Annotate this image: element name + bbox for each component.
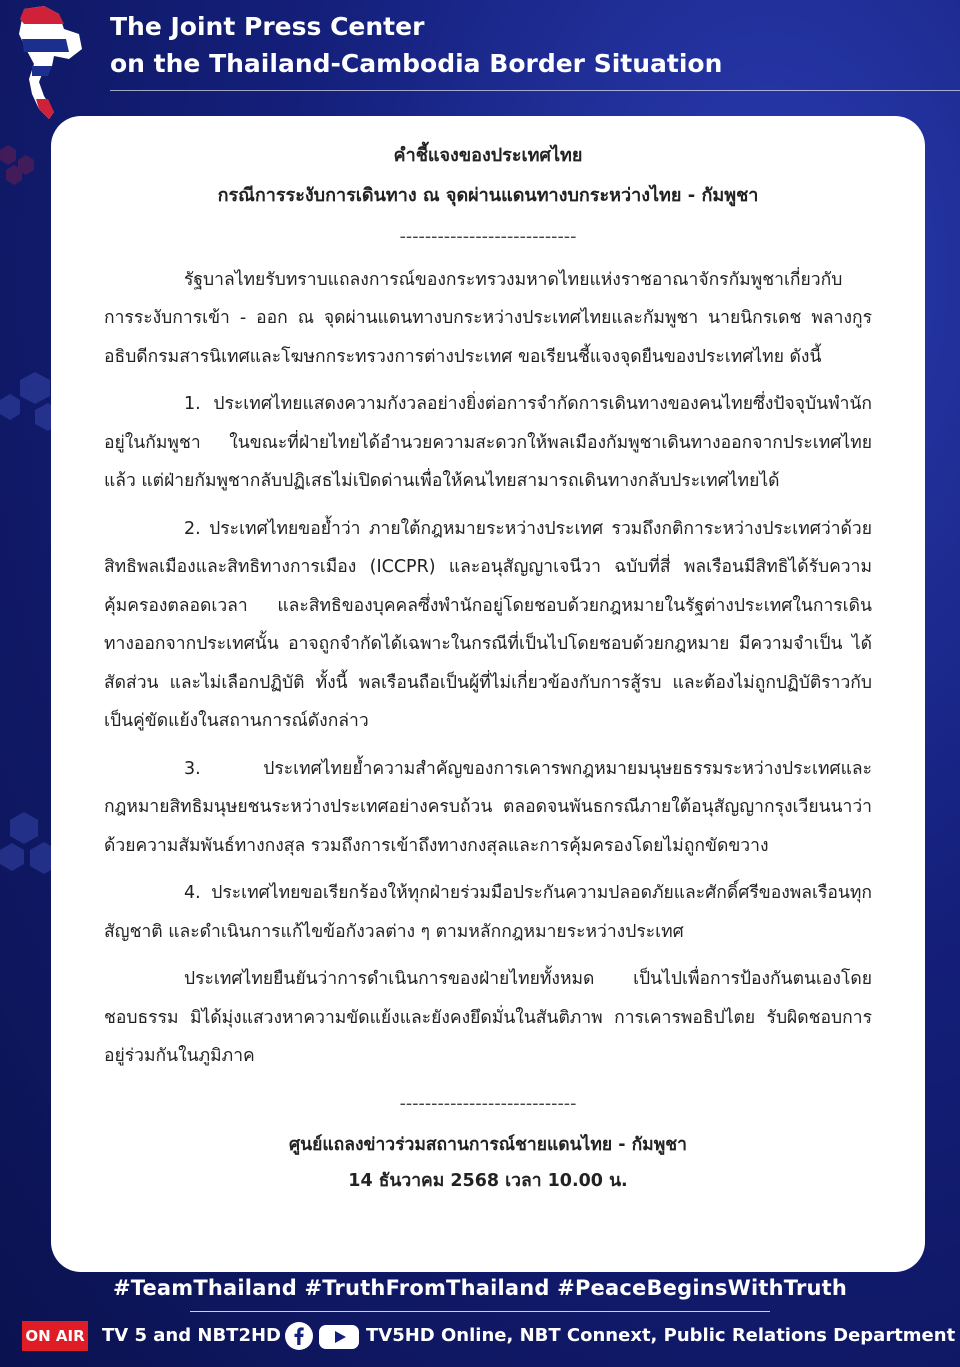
header-divider xyxy=(110,90,960,91)
broadcast-footer xyxy=(0,1318,960,1354)
paragraph-3: 3. ประเทศไทยย้ำความสำคัญของการเคารพกฎหมายมนุษยธรรมระหว่างประเทศและกฎหมายสิทธิมนุษยชนระหว่างประเทศอย่างครบถ้วน ตลอดจนพันธกรณีภายใต้อนุสัญญากรุงเวียนนาว่าด้วยความสัมพันธ์ทางกงสุล รวมถึงการเข้าถึงทางกงสุลและการคุ้มครองโดยไม่ถูกขัดขวาง xyxy=(104,758,872,856)
on-air-badge: ON AIR xyxy=(22,1321,88,1351)
youtube-icon xyxy=(318,1324,360,1350)
paragraph-2: 2. ประเทศไทยขอย้ำว่า ภายใต้กฎหมายระหว่างประเทศ รวมถึงกติการะหว่างประเทศว่าด้วยสิทธิพลเมืองและสิทธิทางการเมือง (ICCPR) และอนุสัญญาเจนีวา ฉบับที่สี่ พลเรือนมีสิทธิได้รับความคุ้มครองตลอดเวลา และสิทธิของบุคคลซึ่งพำนักอยู่โดยชอบด้วยกฎหมายในรัฐต่างประเทศในการเดินทางออกจากประเทศนั้น อาจถูกจำกัดได้เฉพาะในกรณีที่เป็นไปโดยชอบด้วยกฎหมาย มีความจำเป็น ได้สัดส่วน และไม่เลือกปฏิบัติ ทั้งนี้ พลเรือนถือเป็นผู้ที่ไม่เกี่ยวข้องกับการสู้รบ และต้องไม่ถูกปฏิบัติราวกับเป็นคู่ขัดแย้งในสถานการณ์ดังกล่าว xyxy=(104,518,872,731)
footer-divider xyxy=(190,1311,770,1312)
signature: ศูนย์แถลงข่าวร่วมสถานการณ์ชายแดนไทย - กัมพูชา xyxy=(289,1135,687,1155)
hashtags: #TeamThailand #TruthFromThailand #PeaceBeginsWithTruth xyxy=(112,1276,848,1300)
paragraph-1: 1. ประเทศไทยแสดงความกังวลอย่างยิ่งต่อการจำกัดการเดินทางของคนไทยซึ่งปัจจุบันพำนักอยู่ในกัมพูชา ในขณะที่ฝ่ายไทยได้อำนวยความสะดวกให้พลเมืองกัมพูชาเดินทางออกจากประเทศไทยแล้ว แต่ฝ่ายกัมพูชากลับปฏิเสธไม่เปิดด่านเพื่อให้คนไทยสามารถเดินทางกลับประเทศไทยได้ xyxy=(104,394,872,491)
separator-bottom: ---------------------------- xyxy=(399,1093,577,1114)
statement-title: คำชี้แจงของประเทศไทย xyxy=(393,145,583,166)
statement-subtitle: กรณีการระงับการเดินทาง ณ จุดผ่านแดนทางบกระหว่างไทย - กัมพูชา xyxy=(217,185,759,206)
statement-card xyxy=(51,116,925,1272)
header-title-line2: on the Thailand-Cambodia Border Situation xyxy=(110,49,723,78)
paragraph-intro: รัฐบาลไทยรับทราบแถลงการณ์ของกระทรวงมหาดไทยแห่งราชอาณาจักรกัมพูชาเกี่ยวกับการระงับการเข้า - ออก ณ จุดผ่านแดนทางบกระหว่างประเทศไทยและกัมพูชา นายนิกรเดช พลางกูร อธิบดีกรมสารนิเทศและโฆษกกระทรวงการต่างประเทศ ขอเรียนชี้แจงจุดยืนของประเทศไทย ดังนี้ xyxy=(104,269,872,367)
thailand-flag-map-logo xyxy=(14,4,84,124)
paragraph-4: 4. ประเทศไทยขอเรียกร้องให้ทุกฝ่ายร่วมมือประกันความปลอดภัยและศักดิ์ศรีของพลเรือนทุกสัญชาติ และดำเนินการแก้ไขข้อกังวลต่าง ๆ ตามหลักกฎหมายระหว่างประเทศ xyxy=(104,883,872,942)
paragraph-conclusion: ประเทศไทยยืนยันว่าการดำเนินการของฝ่ายไทยทั้งหมด เป็นไปเพื่อการป้องกันตนเองโดยชอบธรรม มิได้มุ่งแสวงหาความขัดแย้งและยังคงยึดมั่นในสันติภาพ การเคารพอธิปไตย รับผิดชอบการอยู่ร่วมกันในภูมิภาค xyxy=(104,969,872,1066)
header-title-line1: The Joint Press Center xyxy=(110,12,425,41)
separator-top: ---------------------------- xyxy=(399,227,577,247)
online-channels: TV5HD Online, NBT Connext, Public Relations Department xyxy=(366,1325,956,1346)
statement-date: 14 ธันวาคม 2568 เวลา 10.00 น. xyxy=(348,1171,628,1191)
facebook-icon xyxy=(284,1321,314,1351)
tv-channels: TV 5 and NBT2HD xyxy=(102,1325,281,1346)
header-title xyxy=(110,8,722,82)
statement-document xyxy=(104,136,872,1199)
